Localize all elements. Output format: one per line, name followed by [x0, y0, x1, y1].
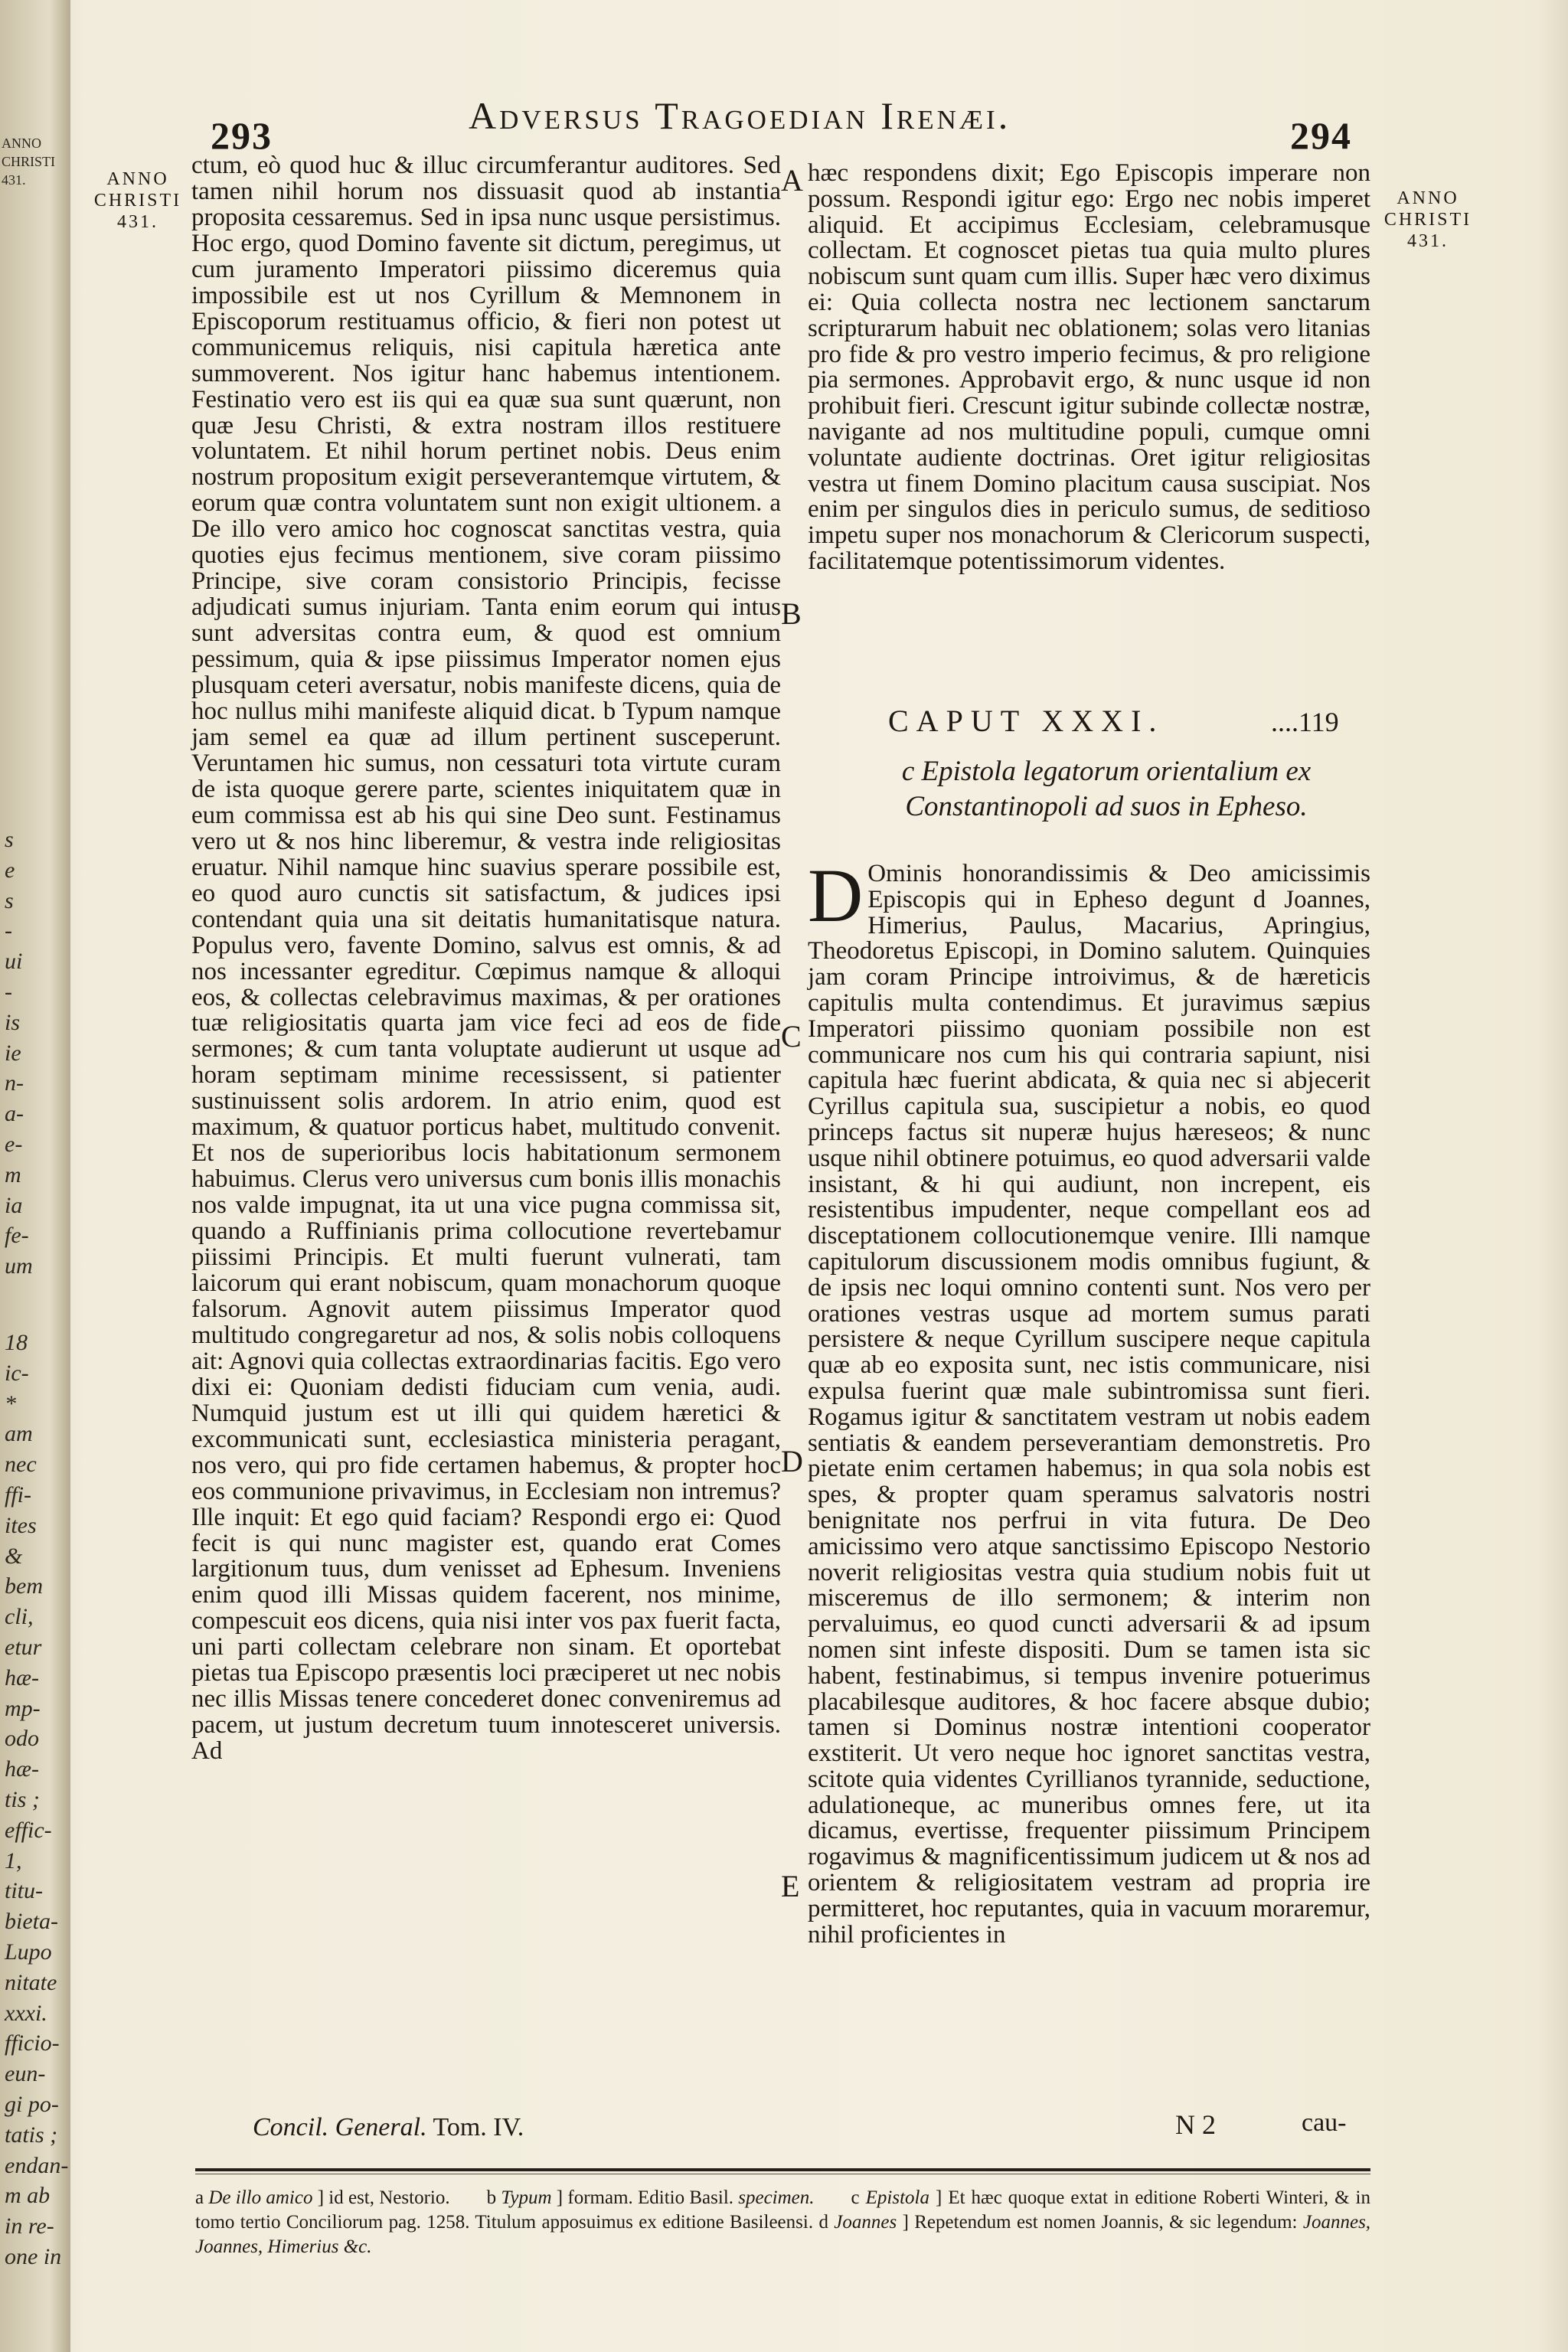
- previous-page-fragment: is: [5, 1009, 21, 1035]
- previous-page-fragment: *: [5, 1390, 16, 1416]
- previous-page-fragment: e: [5, 857, 15, 883]
- chapter-number: ....119: [1271, 707, 1339, 737]
- footnote-c: c Epistola ] Et hæc quoque extat in editione Roberti Winteri, & in tomo tertio Conciliorum pag. 1258. Titulum apposuimus ex editione Basileensi.: [195, 2187, 1370, 2233]
- previous-page-fragment: one in: [5, 2244, 62, 2269]
- signature-mark: N 2: [1175, 2109, 1216, 2140]
- letter-title: c Epistola legatorum orientalium ex Constantinopoli ad suos in Epheso.: [901, 756, 1312, 822]
- right-column-top: [808, 161, 1370, 575]
- previous-page-fragment: in re-: [5, 2213, 54, 2239]
- previous-page-fragment: eun-: [5, 2061, 46, 2087]
- chapter-heading: CAPUT XXXI.: [888, 704, 1165, 738]
- section-marker-e: E: [781, 1869, 800, 1903]
- signature-line: Concil. General. Tom. IV.: [253, 2113, 524, 2141]
- previous-page-fragment: ffi-: [5, 1482, 31, 1508]
- previous-page-edge: [0, 0, 70, 2352]
- page-number-right: 294: [1290, 114, 1352, 157]
- previous-page-fragment: ui: [5, 949, 23, 975]
- section-marker-d: D: [781, 1444, 803, 1478]
- previous-page-fragment: fficio-: [5, 2030, 60, 2056]
- previous-page-fragment: odo: [5, 1726, 39, 1752]
- anno-christi-left: ANNO CHRISTI 431.: [93, 169, 182, 232]
- previous-page-fragment: mp-: [5, 1695, 41, 1721]
- section-marker-b: B: [781, 596, 802, 631]
- right-column-text: hæc respondens dixit; Ego Episcopis imperare non possum. Respondi igitur ego: Ergo nec nobis imperet aliquid. Et accipimus Ecclesiam, celebramusque collectam. Et cognoscet pietas tua quia multo plures nobiscum sunt quam cum illis. Super hæc vero diximus ei: Quia collecta nostra nec lectionem sanctarum scripturarum habuit nec oblationem; solas vero litanias pro fide & pro vestro imperio fecimus, & pro religione pia sermones. Approbavit ergo, & nunc usque id non prohibuit fieri. Crescunt igitur subinde collectæ nostræ, navigante ad nos multitudine populi, cumque omni voluntate audiente doctrinas. Oret igitur religiositas vestra ut finem Domino placitum causa suscipiat. Nos enim per singulos dies in periculo sumus, de seditioso impetu super nos monachorum & Clericorum suspecti, facilitatemque potentissimorum videntes.: [808, 159, 1370, 575]
- previous-page-fragment: bem: [5, 1573, 43, 1599]
- previous-page-fragment: etur: [5, 1635, 42, 1660]
- previous-page-anno: ANNO CHRISTI 431.: [2, 136, 56, 188]
- previous-page-fragment: titu-: [5, 1878, 43, 1904]
- section-marker-c: C: [781, 1019, 802, 1054]
- previous-page-fragment: endan-: [5, 2152, 69, 2178]
- previous-page-fragment: cli,: [5, 1604, 34, 1630]
- previous-page-fragment: effic-: [5, 1817, 52, 1843]
- previous-page-fragment: s: [5, 887, 14, 913]
- previous-page-fragment: s: [5, 827, 14, 852]
- footnotes: [195, 2186, 1370, 2259]
- previous-page-fragment: tatis ;: [5, 2122, 58, 2148]
- anno-christi-right: ANNO CHRISTI 431.: [1383, 188, 1472, 251]
- previous-page-fragment: gi po-: [5, 2092, 59, 2117]
- previous-page-fragment: 18: [5, 1330, 28, 1355]
- footnote-b: b Typum ] formam. Editio Basil. specimen.: [486, 2187, 815, 2208]
- previous-page-fragment: hæ-: [5, 1756, 39, 1782]
- previous-page-fragment: m: [5, 1161, 21, 1187]
- footnote-d: d Joannes ] Repetendum est nomen Joannis, & sic legendum: Joannes, Joannes, Himerius &c.: [195, 2212, 1371, 2257]
- previous-page-fragment: bieta-: [5, 1909, 58, 1935]
- previous-page-fragment: 1,: [5, 1847, 22, 1873]
- drop-cap: D: [808, 853, 864, 938]
- previous-page-fragment: a-: [5, 1101, 24, 1127]
- previous-page-fragment: um: [5, 1253, 33, 1279]
- previous-page-fragment: am: [5, 1421, 33, 1447]
- previous-page-fragment: -: [5, 918, 12, 944]
- previous-page-fragment: ia: [5, 1192, 23, 1218]
- letter-body: [808, 853, 1370, 1949]
- left-column-text: ctum, eò quod huc & illuc circumferantur auditores. Sed tamen nihil horum nos dissuasit quod ab instantia proposita cessaremus. Sed in ipsa nunc usque persistimus. Hoc ergo, quod Domino favente sit dictum, peregimus, ut cum juramento Imperatori piissimo diceremus quia impossibile est ut nos Cyrillum & Memnonem in Episcoporum restituamus officio, & fieri non potest ut communicemus reliquis, nisi capitula hæretica ante summoverent. Nos igitur hanc habemus intentionem. Festinatio vero est iis qui ea quæ sua sunt quærunt, non quæ Jesu Christi, & extra nostram illos restituere voluntatem. Et nihil horum pertinet nobis. Deus enim nostrum propositum exigit perseverantemque virtutem, & eorum quæ contra voluntatem sunt non exigit ultionem. a De illo vero amico hoc cognoscat sanctitas vestra, quia quoties ejus fecimus mentionem, sive coram piissimo Principe, sive coram consistorio Principis, fecisse adjudicati sumus injuriam. Tanta enim eorum qui intus sunt adversitas contra eum, & quod est omnium pessimum, quia & ipse piissimus Imperator nomen ejus plusquam ceteri aversatur, nobis manifeste dicens, quia de hoc nullus mihi manifeste aliquid dicat. b Typum namque jam semel ea quæ ad illum pertinent susceperunt. Veruntamen hic sumus, non cessaturi tota virtute curam de ista quoque gerere parte, scientes iniquitatem quæ in eum commissa est ab his qui sine Deo sunt. Festinamus vero ut & nos hinc liberemur, & vestra inde religiositas eruatur. Nihil namque hinc suavius sperare possibile est, eo quod auro cunctis sit satisfactum, & judices ipsi contendant quia una sit deitatis humanitatisque natura. Populus vero, favente Domino, salvus est omnis, & ad nos incessanter egreditur. Cœpimus namque & alloqui eos, & collectas celebravimus maximas, & per orationes tuæ religiositatis quarta jam vice feci ad eos de fide sermones; & cum tanta voluptate audierunt ut usque ad horam septimam minime recessissent, si patienter sustinuissent solis ardorem. In atrio enim, quod est maximum, & quatuor porticus habet, multitudo convenit. Et nos de superioribus locis habitationum sermonem habuimus. Clerus vero universus cum bonis illis monachis nos valde impugnat, ita ut una vice pugna commissa sit, quando a Ruffinianis prima collocutione revertebamur piissimi Principis. Et multi fuerunt vulnerati, tam laicorum qui erant nobiscum, quam monachorum quoque falsorum. Agnovit autem piissimus Imperator quod multitudo congregaretur ad nos, & solis nobis colloquens ait: Agnovi quia collectas extraordinarias facitis. Ego vero dixi ei: Quoniam dedisti fiduciam cum venia, audi. Numquid justum est ut illi qui quidem hæretici & excommunicati sunt, ecclesiastica ministeria peragant, nos vero, qui pro fide certamen habemus, & propter hoc eos communione privavimus, in Ecclesiam non intremus? Ille inquit: Et ego quid faciam? Respondi ergo ei: Quod fecit is qui nunc magister est, quando erat Comes largitionum tuus, dum venisset ad Ephesum. Inveniens enim quod illi Missas quidem facerent, nos minime, compescuit eos dicens, quia nisi inter vos pax fuerit facta, uni parti collectam celebrare non sinam. Et oportebat pietas tua Episcopo præsentis loci præciperet ut nec nobis nec illis Missas tenere concederet donec conveniremus ad pacem, ut justum decretum tuum innotesceret universis. Ad: [191, 152, 781, 1766]
- footnote-a: a De illo amico ] id est, Nestorio.: [195, 2187, 450, 2208]
- left-column: [191, 153, 781, 1765]
- catchword: cau-: [1302, 2109, 1347, 2137]
- previous-page-fragment: Lupo: [5, 1939, 52, 1965]
- previous-page-fragment: nec: [5, 1452, 37, 1478]
- previous-page-fragment: -: [5, 979, 12, 1004]
- previous-page-fragment: tis ;: [5, 1787, 40, 1812]
- previous-page-fragment: n-: [5, 1070, 24, 1096]
- running-head: Adversus Tragoedian Irenæi.: [469, 94, 1011, 137]
- previous-page-fragment: ic-: [5, 1360, 29, 1386]
- previous-page-fragment: m ab: [5, 2183, 51, 2209]
- previous-page-fragment: xxxi.: [5, 2000, 47, 2026]
- previous-page-fragment: ie: [5, 1040, 21, 1066]
- previous-page-fragment: nitate: [5, 1969, 57, 1995]
- page-number-left: 293: [211, 114, 273, 157]
- previous-page-fragment: ites: [5, 1512, 37, 1538]
- letter-text: Ominis honorandissimis & Deo amicissimis Episcopis qui in Epheso degunt d Joannes, Himerius, Paulus, Macarius, Apringius, Theodoretus Episcopi, in Domino salutem. Quinquies jam coram Principe introivimus, & de hæreticis capitulis multa contendimus. Et juravimus sæpius Imperatori piissimo quoniam possibile non est communicare nos cum his qui contraria sapiunt, nisi capitula hæc fuerint abdicata, & quia nec si abjecerit Cyrillus capitula sua, suscipietur a nobis, eo quod princeps factus sit nuperæ hujus hæreseos; & nunc usque nihil obtinere potuimus, eo quod adversarii valde insistant, & hi qui audiunt, non increpent, eis resistentibus impudenter, neque compellant eos ad disceptationem collocutionemque venire. Illi namque capitulorum discussionem modis omnibus fugiunt, & de ipsis nec loqui omnino contenti sunt. Nos vero per orationes vestras usque ad mortem sumus parati persistere & neque Cyrillum suscipere neque capitula quæ ab eo exposita sunt, nec istis communicare, nisi expulsa fuerint quæ male subintromissa sunt fieri. Rogamus igitur & sanctitatem vestram ut nobis eadem sentiatis & eandem perseverantiam demonstretis. Pro pietate enim certamen habemus; in qua sola nobis est spes, & propter quam speramus salvatoris nostri benignitate nos perfrui in vita futura. De Deo amicissimo vero atque sanctissimo Episcopo Nestorio noverit religiositas vestra quia studium nobis fuit ut misceremus de illo sermonem; & interim non pervaluimus, eo quod cuncti adversarii & ad ipsum nomen sint infeste dispositi. Dum se tamen ista sic habent, festinabimus, si tempus invenire potuerimus placabilesque auditores, & hoc facere absque dubio; tamen si Dominus nostræ intentioni cooperator exstiterit. Ut vero neque hoc ignoret sanctitas vestra, scitote quia videntes Cyrillianos tyrannide, seductione, adulationeque, ac muneribus omnes fere, ut ita dicamus, evertisse, frequenter piissimum Principem rogavimus & magnificentissimum judicem ut & nos ad orientem & religiositatem vestram ad propria ire permitteret, hoc reputantes, quia in vacuum moraremur, nihil proficientes in: [808, 860, 1370, 1949]
- section-marker-a: A: [781, 163, 803, 198]
- footnote-rule: [195, 2168, 1370, 2171]
- previous-page-fragment: fe-: [5, 1223, 29, 1249]
- previous-page-fragment: e-: [5, 1132, 23, 1157]
- page-edge-shadow: [1537, 0, 1568, 2352]
- previous-page-fragment: &: [5, 1543, 23, 1569]
- previous-page-fragment: hæ-: [5, 1664, 39, 1690]
